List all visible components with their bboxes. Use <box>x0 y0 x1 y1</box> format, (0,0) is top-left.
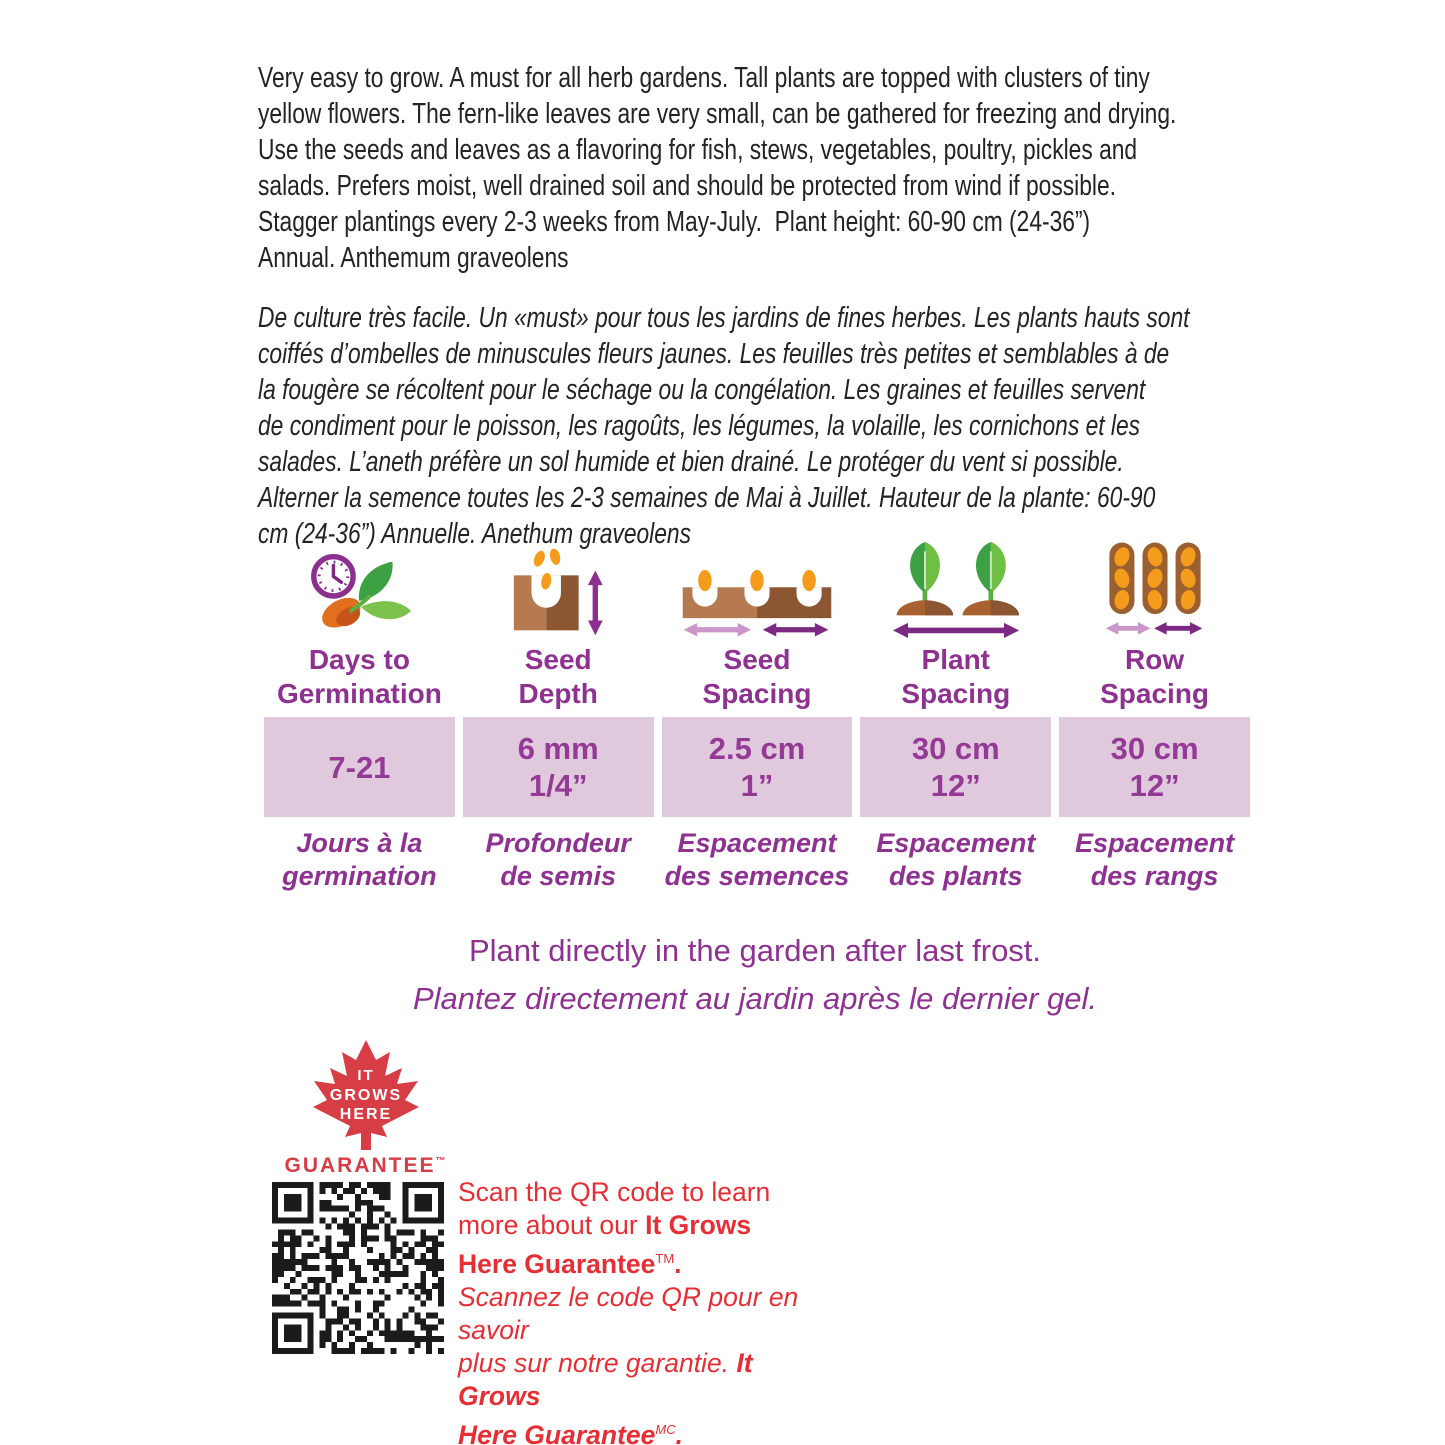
column-title: Days to Germination <box>276 644 442 709</box>
qr-line: Scannez le code QR pour en savoir <box>458 1281 799 1345</box>
description-french <box>258 300 1190 552</box>
column-label-french: Espacement des rangs <box>1075 828 1235 891</box>
value-badge: 7-21 <box>264 717 455 817</box>
column-title: Seed Spacing <box>702 644 812 709</box>
logo-line-1: IT <box>357 1067 375 1084</box>
text-line: De culture très facile. Un «must» pour tous les jardins de fines herbes. Les plants hauts sont <box>258 302 1190 334</box>
planting-note-english: Plant directly in the garden after last frost. <box>468 933 1042 968</box>
column-days-to-germination <box>264 543 455 893</box>
qr-line: more about our It Grows <box>458 1210 752 1240</box>
text-line: Annual. Anthemum graveolens <box>258 242 569 274</box>
qr-line: plus sur notre garantie. It Grows <box>458 1347 753 1411</box>
growing-info-table <box>264 543 1250 893</box>
column-seed-spacing <box>662 543 853 893</box>
row-spacing-icon <box>1079 543 1231 641</box>
text-line: Stagger plantings every 2-3 weeks from May-July. Plant height: 60-90 cm (24-36”) <box>258 206 1091 238</box>
value-badge: 30 cm 12” <box>1059 717 1250 817</box>
column-title: Row Spacing <box>1100 644 1210 709</box>
column-row-spacing <box>1059 543 1250 893</box>
guarantee-label: GUARANTEE™ <box>284 1154 448 1177</box>
seed-depth-icon <box>504 543 612 641</box>
text-line: coiffés d’ombelles de minuscules fleurs jaunes. Les feuilles très petites et semblables à de <box>258 338 1170 370</box>
column-label-french: Jours à la germination <box>282 828 437 891</box>
value-badge: 6 mm 1/4” <box>463 717 654 817</box>
column-plant-spacing <box>860 543 1051 893</box>
column-seed-depth <box>463 543 654 893</box>
column-title: Plant Spacing <box>901 644 1011 709</box>
description-english <box>258 60 1176 276</box>
trademark-symbol: ™ <box>435 1156 448 1167</box>
maple-leaf-icon <box>287 1038 445 1152</box>
text-line: yellow flowers. The fern-like leaves are very small, can be gathered for freezing and drying. <box>258 98 1177 130</box>
column-title: Seed Depth <box>518 644 598 709</box>
text-line: cm (24-36”) Annuelle. Anethum graveolens <box>258 518 691 550</box>
germination-icon <box>300 543 418 641</box>
text-line: Alterner la semence toutes les 2-3 semaines de Mai à Juillet. Hauteur de la plante: 60-90 <box>258 482 1156 514</box>
logo-line-2: GROWS <box>329 1087 403 1104</box>
it-grows-here-guarantee-logo <box>274 1038 458 1178</box>
seed-spacing-icon <box>675 543 839 641</box>
qr-line: Here Guarantee$^{MC}$. <box>458 1419 683 1445</box>
text-line: Very easy to grow. A must for all herb gardens. Tall plants are topped with clusters of tiny <box>258 62 1150 94</box>
value-badge: 30 cm 12” <box>860 717 1051 817</box>
text-line: salades. L’aneth préfère un sol humide et bien drainé. Le protéger du vent si possible. <box>258 446 1124 478</box>
text-line: la fougère se récoltent pour le séchage ou la congélation. Les graines et feuilles servent <box>258 374 1146 406</box>
column-label-french: Espacement des semences <box>664 828 850 891</box>
qr-line: Here Guarantee™. <box>458 1248 682 1279</box>
column-label-french: Profondeur de semis <box>485 828 631 891</box>
column-label-french: Espacement des plants <box>876 828 1036 891</box>
qr-line: Scan the QR code to learn <box>458 1177 771 1207</box>
plant-spacing-icon <box>876 543 1036 641</box>
qr-code <box>272 1182 444 1354</box>
planting-note-french: Plantez directement au jardin après le dernier gel. <box>412 981 1098 1016</box>
text-line: Use the seeds and leaves as a flavoring for fish, stews, vegetables, poultry, pickles and <box>258 134 1138 166</box>
text-line: de condiment pour le poisson, les ragoûts, les légumes, la volaille, les cornichons et les <box>258 410 1141 442</box>
logo-line-3: HERE <box>339 1106 393 1123</box>
text-line: salads. Prefers moist, well drained soil and should be protected from wind if possible. <box>258 170 1116 202</box>
qr-instructions <box>458 1176 838 1445</box>
value-badge: 2.5 cm 1” <box>662 717 853 817</box>
